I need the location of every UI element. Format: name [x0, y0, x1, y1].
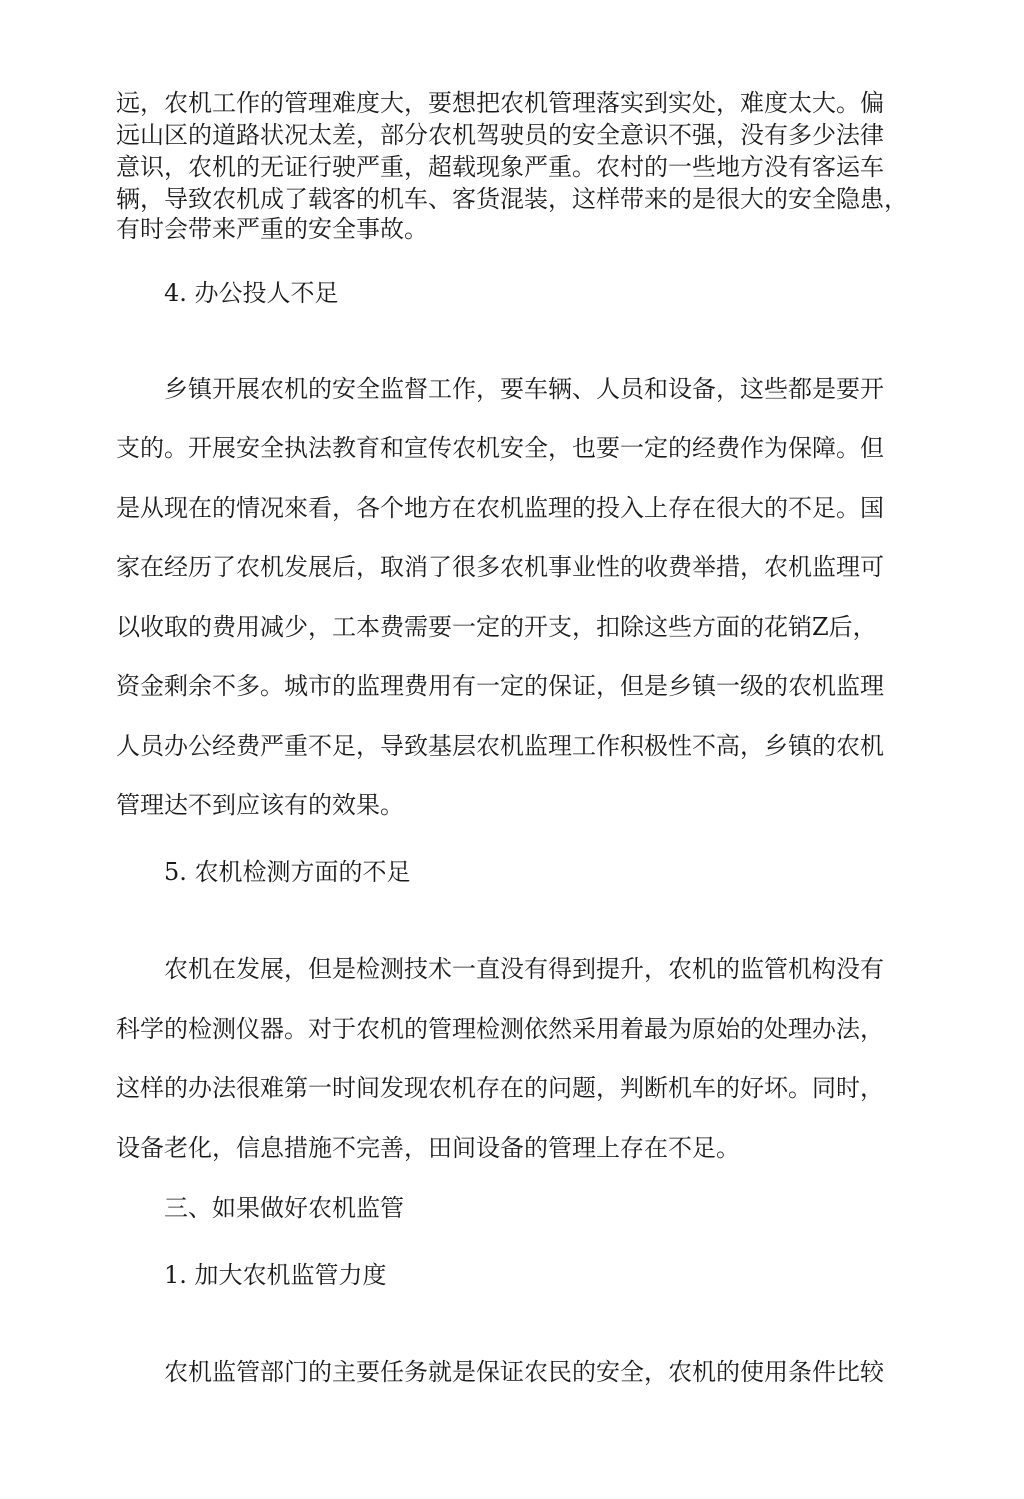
paragraph-line: 科学的检测仪器。对于农机的管理检测依然采用着最为原始的处理办法，	[116, 1015, 884, 1043]
paragraph-line: 管理达不到应该有的效果。	[116, 791, 404, 819]
paragraph-line: 远，农机工作的管理难度大，要想把农机管理落实到实处，难度太大。偏	[116, 89, 884, 117]
paragraph-line: 辆，导致农机成了载客的机车、客货混装，这样带来的是很大的安全隐患，	[116, 185, 908, 213]
paragraph-line: 意识，农机的无证行驶严重，超载现象严重。农村的一些地方没有客运车	[116, 153, 884, 181]
paragraph-line: 以收取的费用减少，工本费需要一定的开支，扣除这些方面的花销Z后，	[116, 613, 877, 641]
paragraph-line: 资金剩余不多。城市的监理费用有一定的保证，但是乡镇一级的农机监理	[116, 672, 884, 700]
paragraph-line: 设备老化，信息措施不完善，田间设备的管理上存在不足。	[116, 1134, 740, 1162]
paragraph-line: 人员办公经费严重不足，导致基层农机监理工作积极性不高，乡镇的农机	[116, 732, 884, 760]
paragraph-line: 是从现在的情况來看，各个地方在农机监理的投入上存在很大的不足。国	[116, 494, 884, 522]
paragraph-line: 乡镇开展农机的安全监督工作，要车辆、人员和设备，这些都是要开	[164, 375, 884, 403]
section-heading: 4. 办公投人不足	[164, 279, 339, 307]
paragraph-line: 支的。开展安全执法教育和宣传农机安全，也要一定的经费作为保障。但	[116, 434, 884, 462]
paragraph-line: 有时会带来严重的安全事故。	[116, 215, 428, 243]
paragraph-line: 农机监管部门的主要任务就是保证农民的安全，农机的使用条件比较	[164, 1358, 884, 1386]
section-title: 三、如果做好农机监管	[164, 1194, 404, 1222]
section-heading: 5. 农机检测方面的不足	[164, 858, 411, 886]
paragraph-line: 农机在发展，但是检测技术一直没有得到提升，农机的监管机构没有	[164, 955, 884, 983]
paragraph-line: 这样的办法很难第一时间发现农机存在的问题，判断机车的好坏。同时，	[116, 1074, 884, 1102]
paragraph-line: 远山区的道路状况太差，部分农机驾驶员的安全意识不强，没有多少法律	[116, 121, 884, 149]
section-heading: 1. 加大农机监管力度	[164, 1261, 387, 1289]
paragraph-line: 家在经历了农机发展后，取消了很多农机事业性的收费举措，农机监理可	[116, 553, 884, 581]
